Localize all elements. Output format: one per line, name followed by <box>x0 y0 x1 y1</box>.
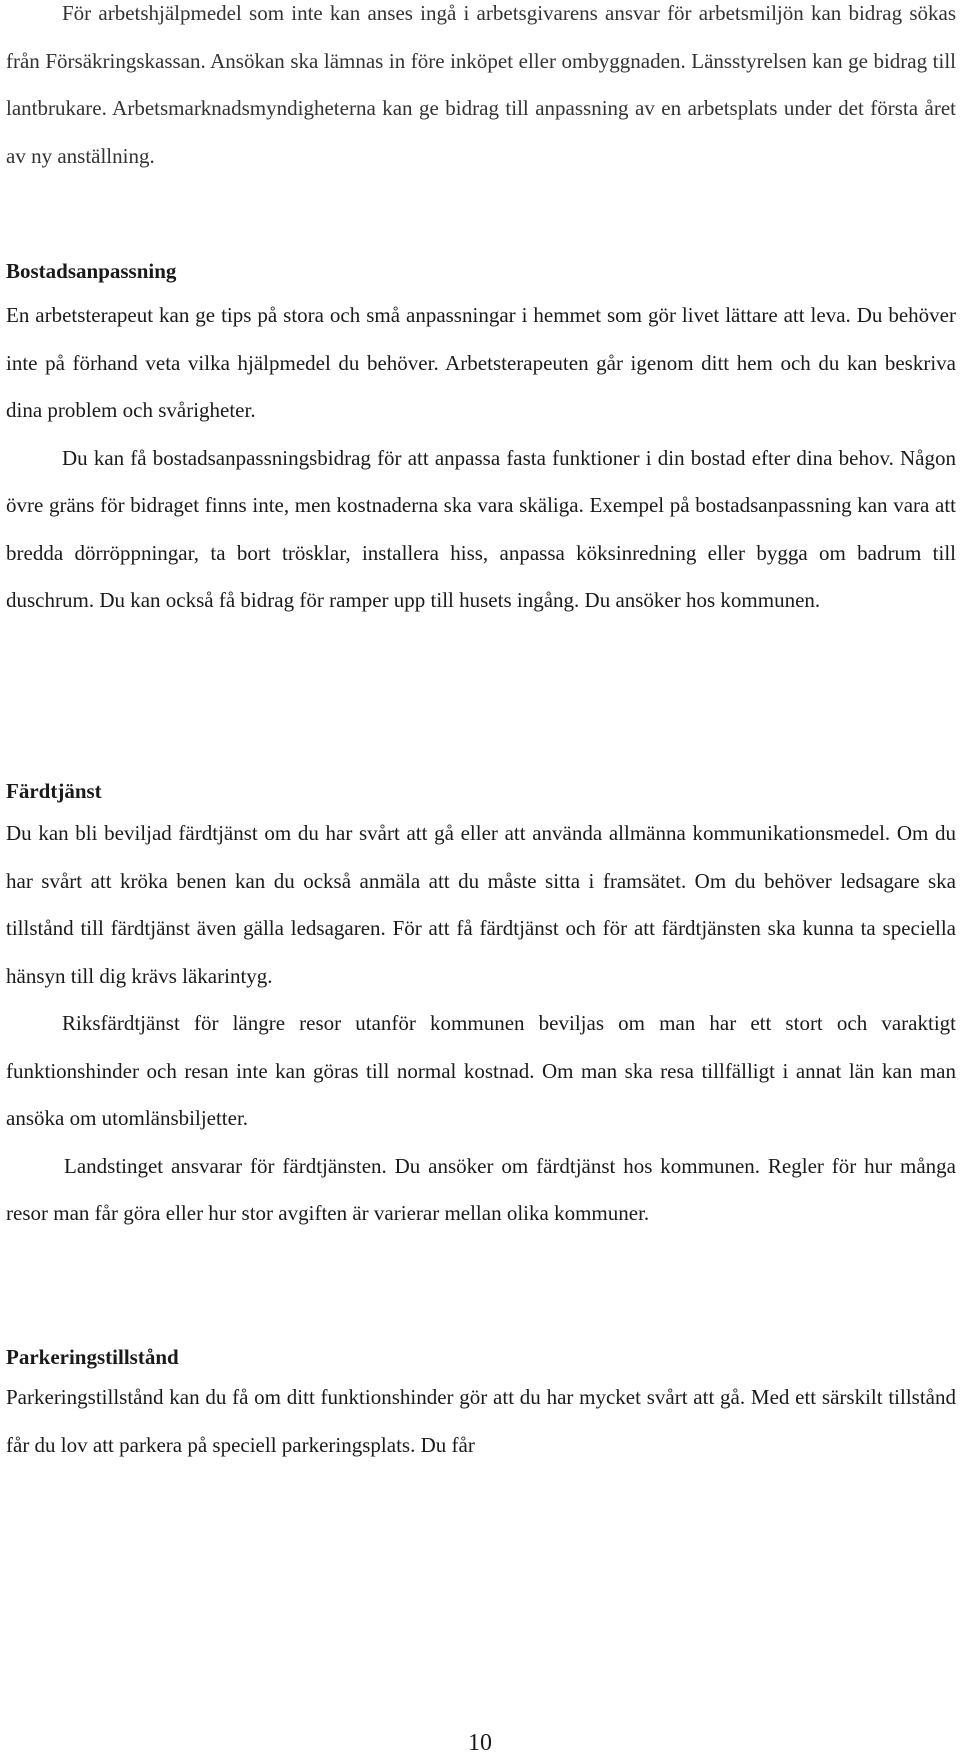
bostad-paragraph-2: Du kan få bostadsanpassningsbidrag för att anpassa fasta funktioner i din bostad efter dina behov. Någon övre gräns för bidraget finns inte, men kostnaderna ska vara skäliga. Exempel på bostadsanpassning kan vara att bredda dörröppningar, ta bort trösklar, installera hiss, anpassa köksinredning eller bygga om badrum till duschrum. Du kan också få bidrag för ramper upp till husets ingång. Du ansöker hos kommunen. <box>6 445 956 612</box>
parkering-paragraph-1: Parkeringstillstånd kan du få om ditt funktionshinder gör att du har mycket svårt att gå. Med ett särskilt tillstånd får du lov att parkera på speciell parkeringsplats. Du får <box>6 1385 956 1457</box>
fardtjanst-paragraph-1: Du kan bli beviljad färdtjänst om du har svårt att gå eller att använda allmänna kommunikationsmedel. Om du har svårt att kröka benen kan du också anmäla att du måste sitta i framsätet. Om du behöver ledsagare ska tillstånd till färdtjänst även gälla ledsagaren. För att få färdtjänst och för att färdtjänsten ska kunna ta speciella hänsyn till dig krävs läkarintyg. <box>6 821 956 988</box>
heading-bostadsanpassning: Bostadsanpassning <box>6 259 177 283</box>
heading-parkeringstillstand: Parkeringstillstånd <box>6 1345 179 1369</box>
heading-fardtjanst: Färdtjänst <box>6 779 102 803</box>
parkering-body <box>6 1374 956 1469</box>
fardtjanst-body <box>6 810 956 1238</box>
bostad-paragraph-1: En arbetsterapeut kan ge tips på stora och små anpassningar i hemmet som gör livet lättare att leva. Du behöver inte på förhand veta vilka hjälpmedel du behöver. Arbetsterapeuten går igenom ditt hem och du kan beskriva dina problem och svårigheter. <box>6 303 956 422</box>
fardtjanst-paragraph-2: Riksfärdtjänst för längre resor utanför kommunen beviljas om man har ett stort och varaktigt funktionshinder och resan inte kan göras till normal kostnad. Om man ska resa tillfälligt i annat län kan man ansöka om utomlänsbiljetter. <box>6 1011 956 1130</box>
intro-block <box>6 0 956 180</box>
section-fardtjanst <box>6 776 956 806</box>
fardtjanst-paragraph-3: Landstinget ansvarar för färdtjänsten. Du ansöker om färdtjänst hos kommunen. Regler för hur många resor man får göra eller hur stor avgiften är varierar mellan olika kommuner. <box>6 1153 956 1225</box>
section-bostadsanpassning <box>6 256 956 286</box>
page-number: 10 <box>468 1730 492 1756</box>
intro-paragraph: För arbetshjälpmedel som inte kan anses ingå i arbetsgivarens ansvar för arbetsmiljön kan bidrag sökas från Försäkringskassan. Ansökan ska lämnas in före inköpet eller ombyggnaden. Länsstyrelsen kan ge bidrag till lantbrukare. Arbetsmarknadsmyndigheterna kan ge bidrag till anpassning av en arbetsplats under det första året av ny anställning. <box>6 1 956 168</box>
bostad-body <box>6 292 956 625</box>
section-parkeringstillstand <box>6 1342 956 1372</box>
